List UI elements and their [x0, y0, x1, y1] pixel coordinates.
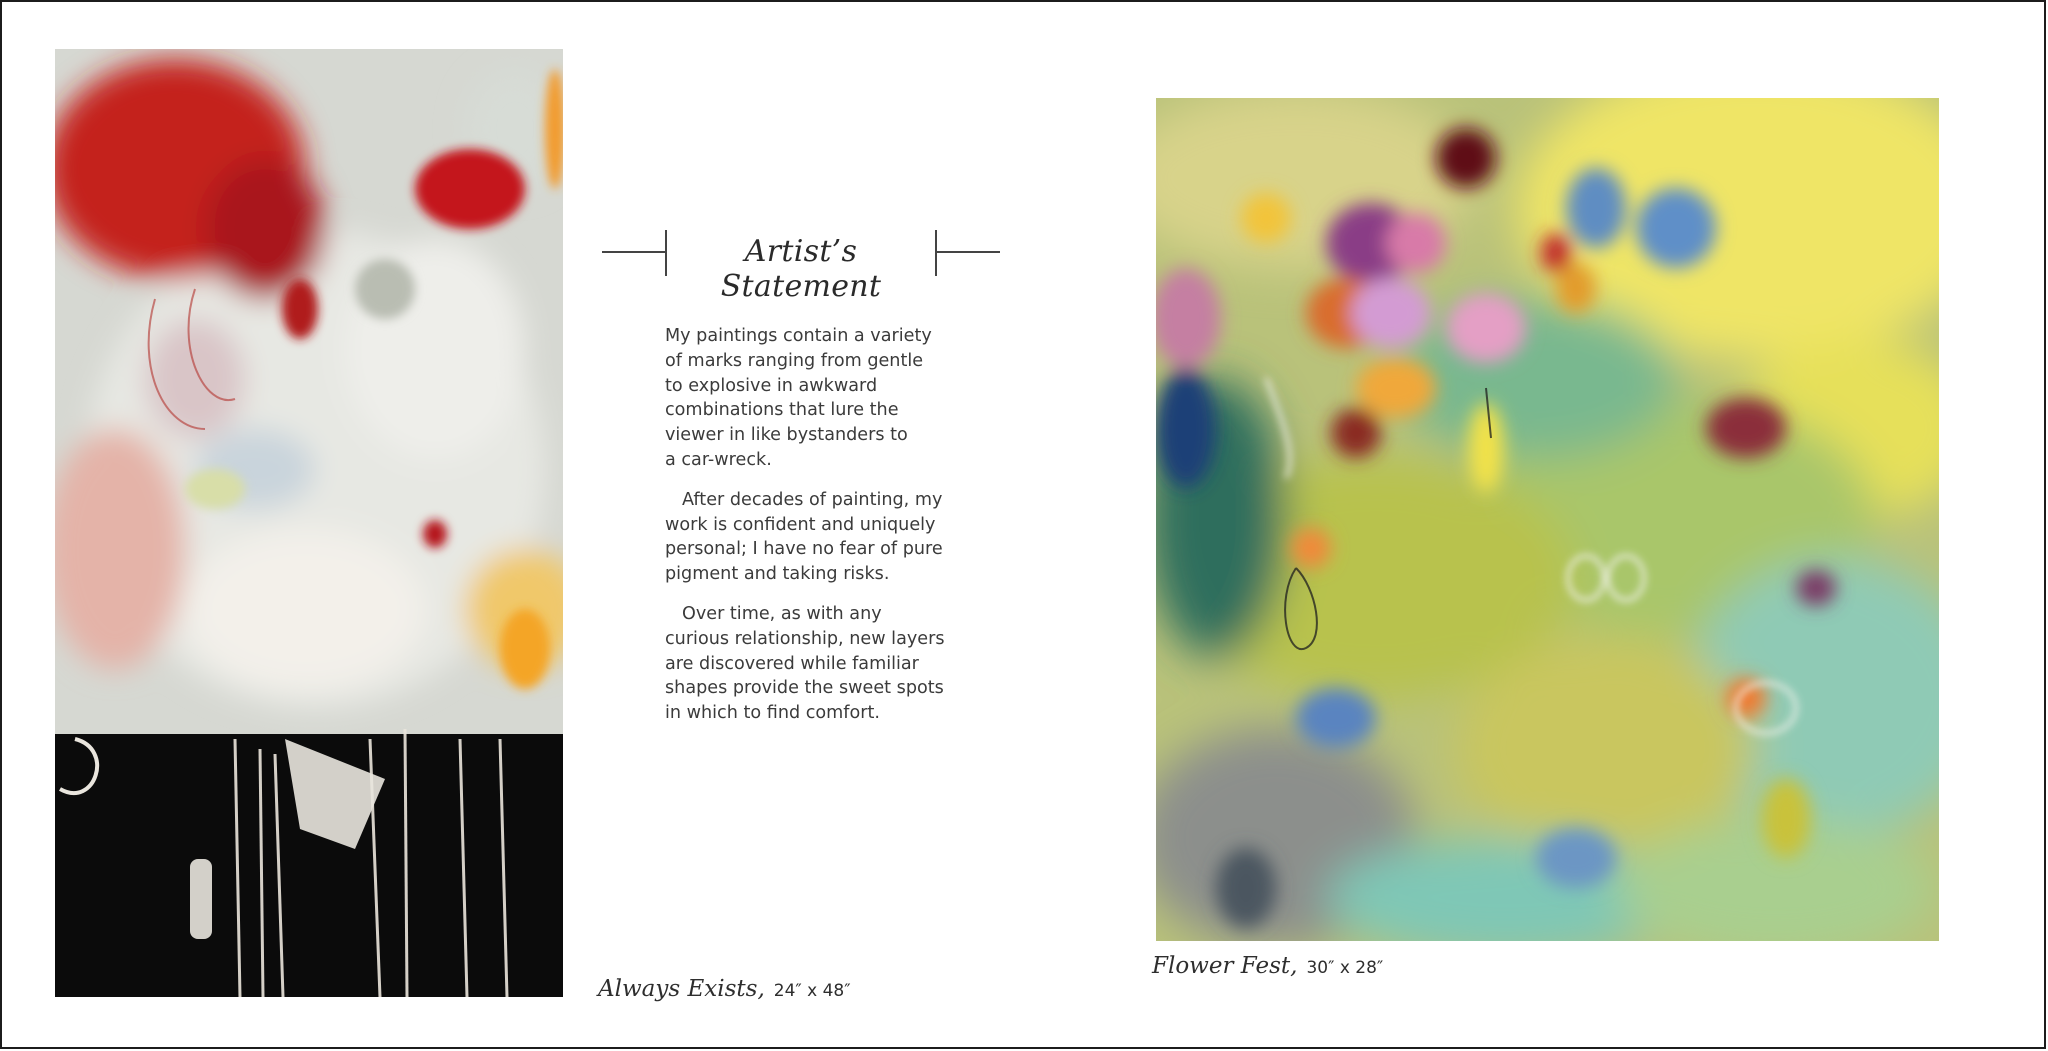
statement-paragraph: My paintings contain a variety of marks ranging from gentle to explosive in awkward combinations that lure the viewer in like bystanders to a car-wreck. — [665, 326, 932, 470]
heading-rule-right — [937, 251, 1000, 253]
statement-heading — [602, 230, 1000, 304]
heading-tick-right — [935, 230, 937, 276]
statement-paragraph: Over time, as with any curious relationship, new layers are discovered while familiar shapes provide the sweet spots in which to find comfort. — [665, 603, 945, 724]
artwork-dimensions: 30″ x 28″ — [1306, 958, 1384, 978]
statement-body — [665, 324, 955, 741]
artwork-title: Flower Fest, — [1152, 953, 1298, 979]
caption-always-exists — [598, 976, 851, 1002]
artwork-title: Always Exists, — [598, 976, 765, 1002]
caption-flower-fest — [1152, 953, 1383, 979]
statement-paragraph: After decades of painting, my work is confident and uniquely personal; I have no fear of pure pigment and taking risks. — [665, 489, 943, 585]
painting-always-exists — [55, 49, 563, 997]
painting-flower-fest — [1156, 98, 1939, 941]
heading-rule-left — [602, 251, 665, 253]
artwork-dimensions: 24″ x 48″ — [773, 981, 851, 1001]
statement-title: Artist’s Statement — [720, 234, 882, 304]
